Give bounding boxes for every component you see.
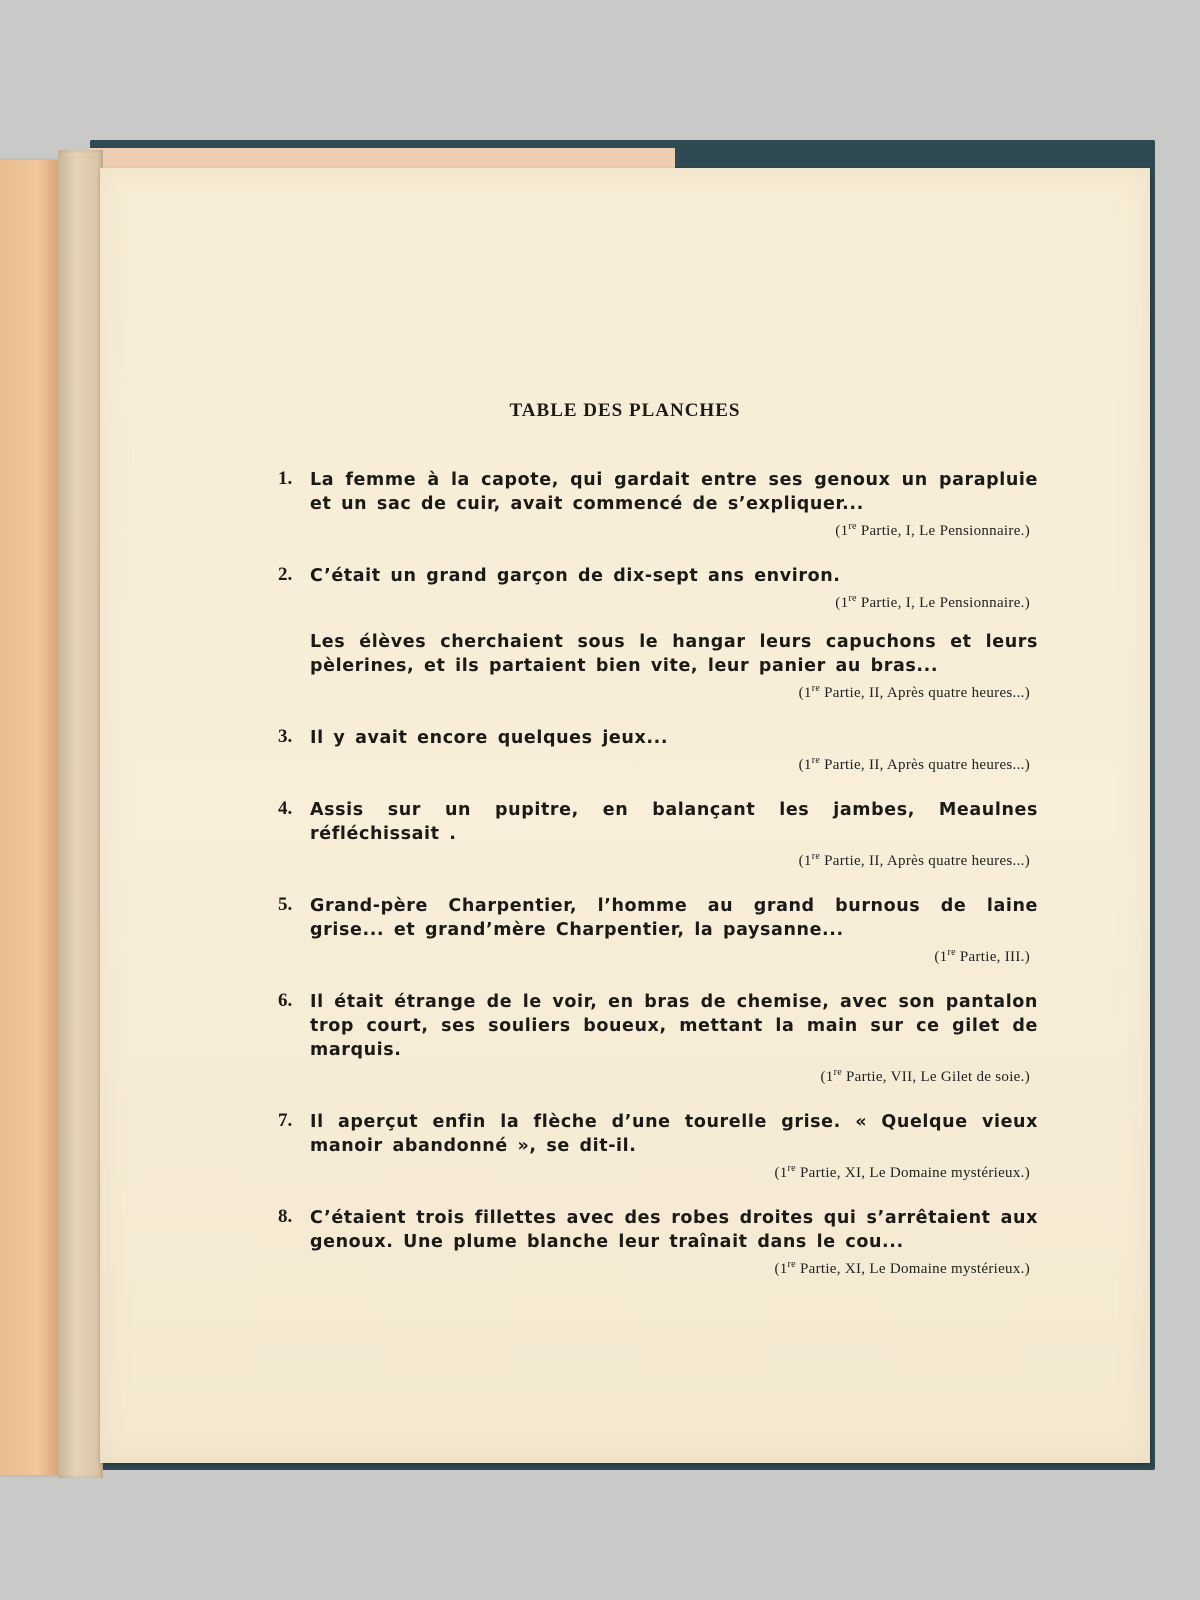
plate-reference: (1re Partie, VII, Le Gilet de soie.) [820,1067,1030,1085]
plate-reference: (1re Partie, I, Le Pensionnaire.) [835,521,1030,539]
plate-entry-3 [278,726,1038,776]
plate-reference: (1re Partie, XI, Le Domaine mystérieux.) [774,1259,1030,1277]
plate-caption: La femme à la capote, qui gardait entre ses genoux un parapluie et un sac de cuir, avait commencé de s’expliquer... [310,470,1038,514]
plate-number: 7. [278,1110,293,1131]
plate-entry-1 [278,468,1038,542]
right-page [100,168,1150,1463]
plate-caption: Il était étrange de le voir, en bras de chemise, avec son pantalon trop court, ses souliers boueux, mettant la main sur ce gilet de marquis. [310,992,1038,1060]
plate-caption: C’était un grand garçon de dix-sept ans environ. [310,566,841,586]
plate-reference-secondary: (1re Partie, II, Après quatre heures...) [798,683,1030,701]
plate-number: 8. [278,1206,293,1227]
plate-entry-2 [278,564,1038,704]
left-page [0,160,60,1475]
plate-number: 5. [278,894,293,915]
plate-number: 3. [278,726,293,747]
page-title: TABLE DES PLANCHES [509,400,741,421]
plate-number: 2. [278,564,293,585]
plates-list [278,468,1038,1302]
plate-caption: Il aperçut enfin la flèche d’une tourelle grise. « Quelque vieux manoir abandonné », se dit-il. [310,1112,1038,1156]
plate-caption: Grand-père Charpentier, l’homme au grand burnous de laine grise... et grand’mère Charpentier, la paysanne... [310,896,1038,940]
plate-reference: (1re Partie, XI, Le Domaine mystérieux.) [774,1163,1030,1181]
book-spine [58,150,103,1478]
plate-caption: Il y avait encore quelques jeux... [310,728,669,748]
plate-caption: C’étaient trois fillettes avec des robes droites qui s’arrêtaient aux genoux. Une plume blanche leur traînait dans le cou... [310,1208,1038,1252]
plate-number: 1. [278,468,293,489]
plate-entry-6 [278,990,1038,1088]
plate-caption-secondary: Les élèves cherchaient sous le hangar leurs capuchons et leurs pèlerines, et ils partaient bien vite, leur panier au bras... [310,632,1038,676]
plate-caption: Assis sur un pupitre, en balançant les jambes, Meaulnes réfléchissait . [310,800,1038,844]
plate-entry-7 [278,1110,1038,1184]
plate-reference: (1re Partie, II, Après quatre heures...) [798,851,1030,869]
plate-number: 4. [278,798,293,819]
plate-entry-5 [278,894,1038,968]
plate-reference: (1re Partie, III.) [934,947,1030,965]
plate-entry-8 [278,1206,1038,1280]
plate-number: 6. [278,990,293,1011]
plate-reference: (1re Partie, I, Le Pensionnaire.) [835,593,1030,611]
plate-reference: (1re Partie, II, Après quatre heures...) [798,755,1030,773]
plate-entry-4 [278,798,1038,872]
